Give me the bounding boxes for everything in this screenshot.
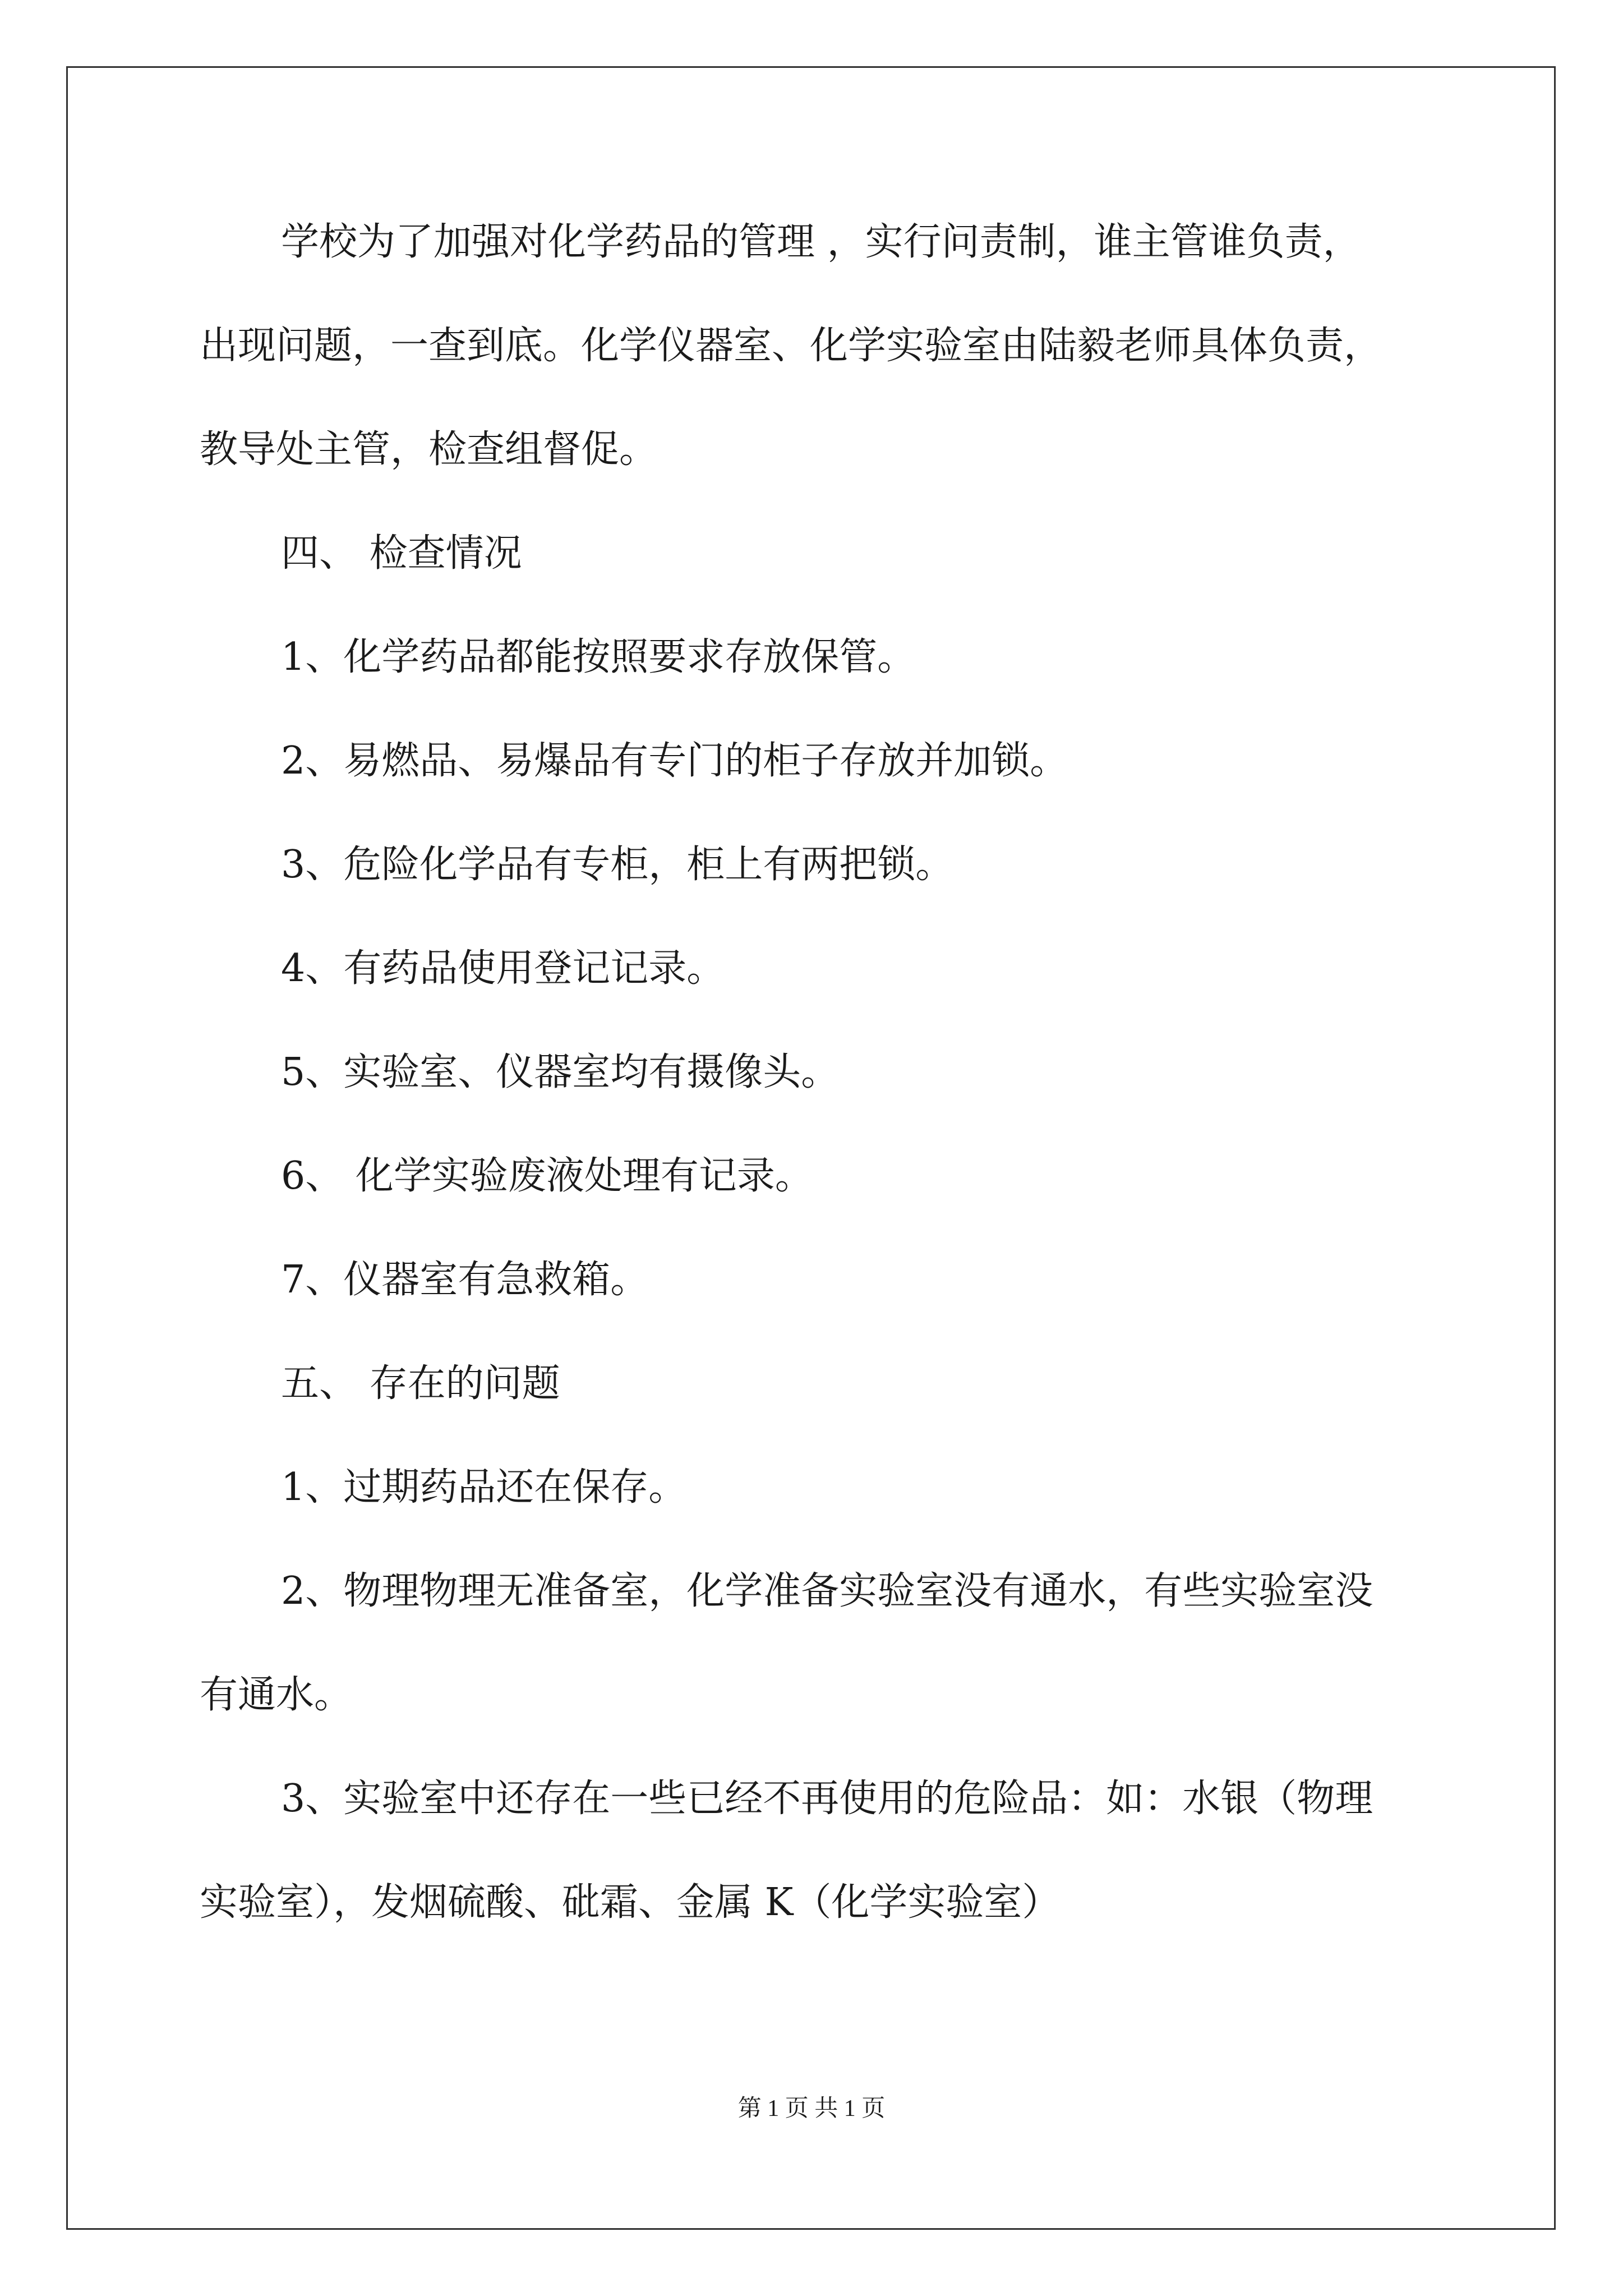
page-footer: 第 1 页 共 1 页 bbox=[737, 2096, 886, 2122]
list-item: 6、 化学实验废液处理有记录。 bbox=[281, 1154, 813, 1198]
list-item: 3、危险化学品有专柜，柜上有两把锁。 bbox=[281, 843, 954, 887]
list-item: 7、仪器室有急救箱。 bbox=[281, 1258, 649, 1302]
paragraph-line: 教导处主管，检查组督促。 bbox=[200, 427, 658, 472]
list-item: 2、物理物理无准备室，化学准备实验室没有通水，有些实验室没 bbox=[281, 1569, 1373, 1613]
list-item: 4、有药品使用登记记录。 bbox=[281, 946, 725, 991]
section-heading: 五、 存在的问题 bbox=[281, 1361, 560, 1406]
list-item-continuation: 有通水。 bbox=[200, 1673, 353, 1717]
list-item: 3、实验室中还存在一些已经不再使用的危险品：如：水银（物理 bbox=[281, 1777, 1373, 1821]
list-item: 2、易燃品、易爆品有专门的柜子存放并加锁。 bbox=[281, 739, 1068, 783]
list-item: 1、化学药品都能按照要求存放保管。 bbox=[281, 635, 916, 679]
list-item: 5、实验室、仪器室均有摄像头。 bbox=[281, 1050, 840, 1094]
list-item-continuation: 实验室），发烟硫酸、砒霜、金属 K（化学实验室） bbox=[200, 1880, 1061, 1925]
section-heading: 四、 检查情况 bbox=[281, 531, 522, 576]
paragraph-line: 学校为了加强对化学药品的管理 ，实行问责制，谁主管谁负责， bbox=[281, 220, 1361, 264]
list-item: 1、过期药品还在保存。 bbox=[281, 1465, 687, 1510]
paragraph-line: 出现问题，一查到底。化学仪器室、化学实验室由陆毅老师具体负责， bbox=[200, 324, 1382, 368]
